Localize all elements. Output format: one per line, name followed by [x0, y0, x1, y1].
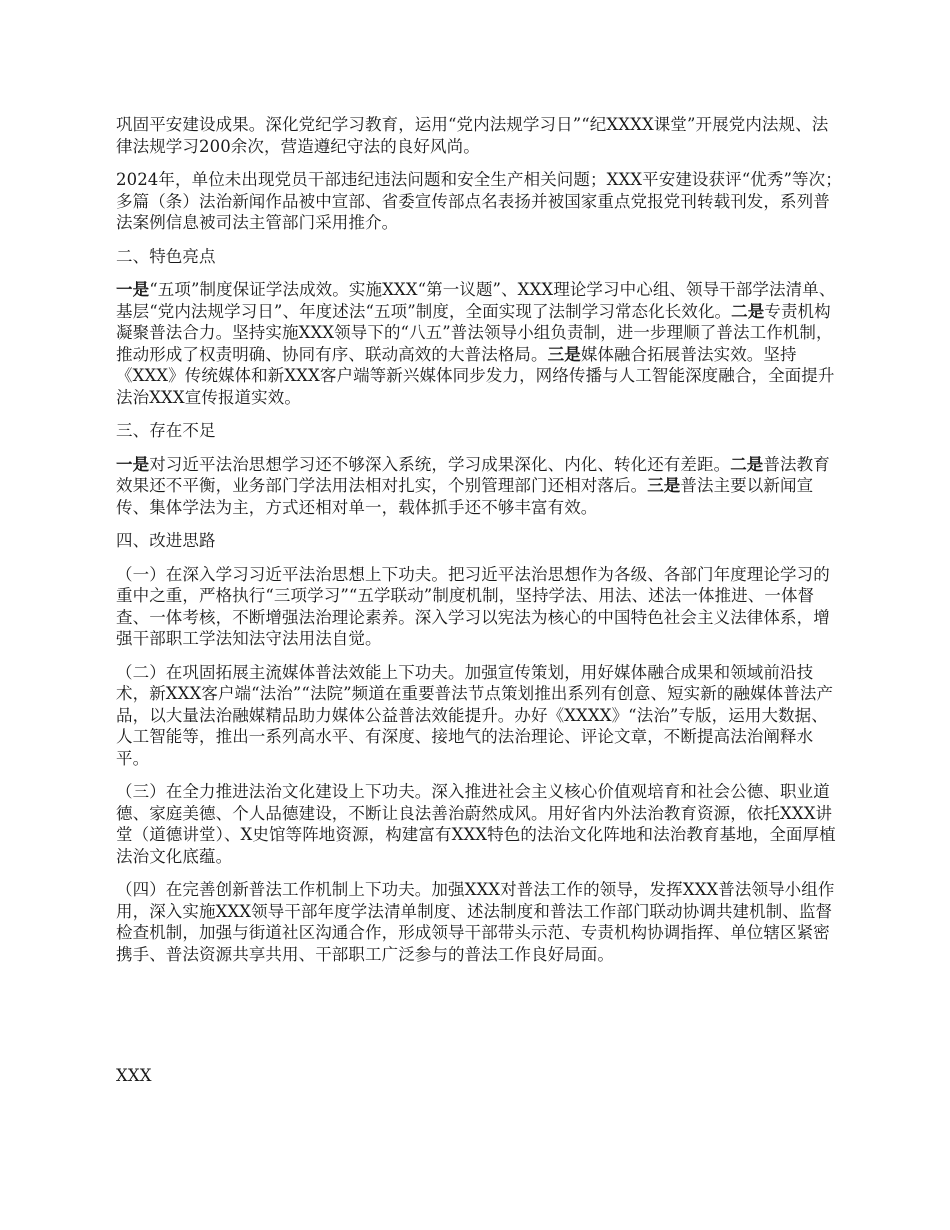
improvement-item-1: （一）在深入学习习近平法治思想上下功夫。把习近平法治思想作为各级、各部门年度理论学习的重中之重，严格执行“三项学习”“五学联动”制度机制，坚持学法、用法、述法一体推进、一体督查、一体考核，不断增强法治理论素养。深入学习以宪法为核心的中国特色社会主义法律体系，增强干部职工学法知法守法用法自觉。 [116, 564, 830, 648]
paragraph-results [116, 114, 844, 157]
improvement-item-3: （三）在全力推进法治文化建设上下功夫。深入推进社会主义核心价值观培育和社会公德、职业道德、家庭美德、个人品德建设，不断让良法善治蔚然成风。用好省内外法治教育资源，依托XXX讲堂（道德讲堂）、X史馆等阵地资源，构建富有XXX特色的法治文化阵地和法治教育基地，全面厚植法治文化底蕴。 [116, 782, 836, 866]
bold-label: 一是 [116, 454, 150, 474]
bold-label: 二是 [731, 301, 765, 321]
paragraph-text: “五项”制度保证学法成效。实施XXX“第一议题”、XXX理论学习中心组、领导干部学法清单、基层“党内法规学习日”、年度述法“五项”制度，全面实现了法制学习常态化长效化。 [116, 280, 836, 321]
paragraph-highlights [116, 279, 844, 408]
paragraph-text: 巩固平安建设成果。深化党纪学习教育，运用“党内法规学习日”“纪XXXX课堂”开展党内法规、法律法规学习200余次，营造遵纪守法的良好风尚。 [116, 115, 829, 156]
bold-label: 三是 [547, 344, 581, 364]
paragraph-text: 对习近平法治思想学习还不够深入系统，学习成果深化、内化、转化还有差距。 [149, 454, 731, 474]
improvement-item-2: （二）在巩固拓展主流媒体普法效能上下功夫。加强宣传策划，用好媒体融合成果和领域前沿技术，新XXX客户端“法治”“法院”频道在重要普法节点策划推出系列有创意、短实新的融媒体普法产品，以大量法治融媒精品助力媒体公益普法效能提升。办好《XXXX》“法治”专版，运用大数据、人工智能等，推出一系列高水平、有深度、接地气的法治理论、评论文章，不断提高法治阐释水平。 [116, 662, 834, 768]
paragraph-text: 普法主要以新闻宣传、集体学法为主，方式还相对单一，载体抓手还不够丰富有效。 [116, 476, 814, 517]
section-heading-improvements: 四、改进思路 [116, 531, 216, 550]
paragraph-shortcomings [116, 454, 844, 519]
bold-label: 二是 [730, 454, 764, 474]
paragraph-text: 2024年，单位未出现党员干部违纪违法问题和安全生产相关问题；XXX平安建设获评“优秀”等次；多篇（条）法治新闻作品被中宣部、省委宣传部点名表扬并被国家重点党报党刊转载刊发，系列普法案例信息被司法主管部门采用推介。 [116, 170, 842, 232]
bold-label: 一是 [116, 280, 150, 299]
bold-label: 三是 [647, 476, 681, 495]
paragraph-2024-summary [116, 169, 844, 234]
signature: XXX [116, 1066, 152, 1085]
section-heading-shortcomings: 三、存在不足 [116, 421, 216, 440]
paragraph-text: 专责机构凝聚普法合力。坚持实施XXX领导下的“八五”普法领导小组负责制，进一步理顺了普法工作机制，推动形成了权责明确、协同有序、联动高效的大普法格局。 [116, 301, 833, 364]
improvement-item-4: （四）在完善创新普法工作机制上下功夫。加强XXX对普法工作的领导，发挥XXX普法领导小组作用，深入实施XXX领导干部年度学法清单制度、述法制度和普法工作部门联动协调共建机制、监督检查机制，加强与街道社区沟通合作，形成领导干部带头示范、专责机构协调指挥、单位辖区紧密携手、普法资源共享共用、干部职工广泛参与的普法工作良好局面。 [116, 880, 835, 964]
document-body [116, 114, 844, 977]
paragraph-text: 媒体融合拓展普法实效。坚持《XXX》传统媒体和新XXX客户端等新兴媒体同步发力，网络传播与人工智能深度融合，全面提升法治XXX宣传报道实效。 [116, 344, 835, 407]
paragraph-text: 普法教育效果还不平衡，业务部门学法用法相对扎实，个别管理部门还相对落后。 [116, 454, 830, 495]
section-heading-highlights: 二、特色亮点 [116, 246, 216, 266]
